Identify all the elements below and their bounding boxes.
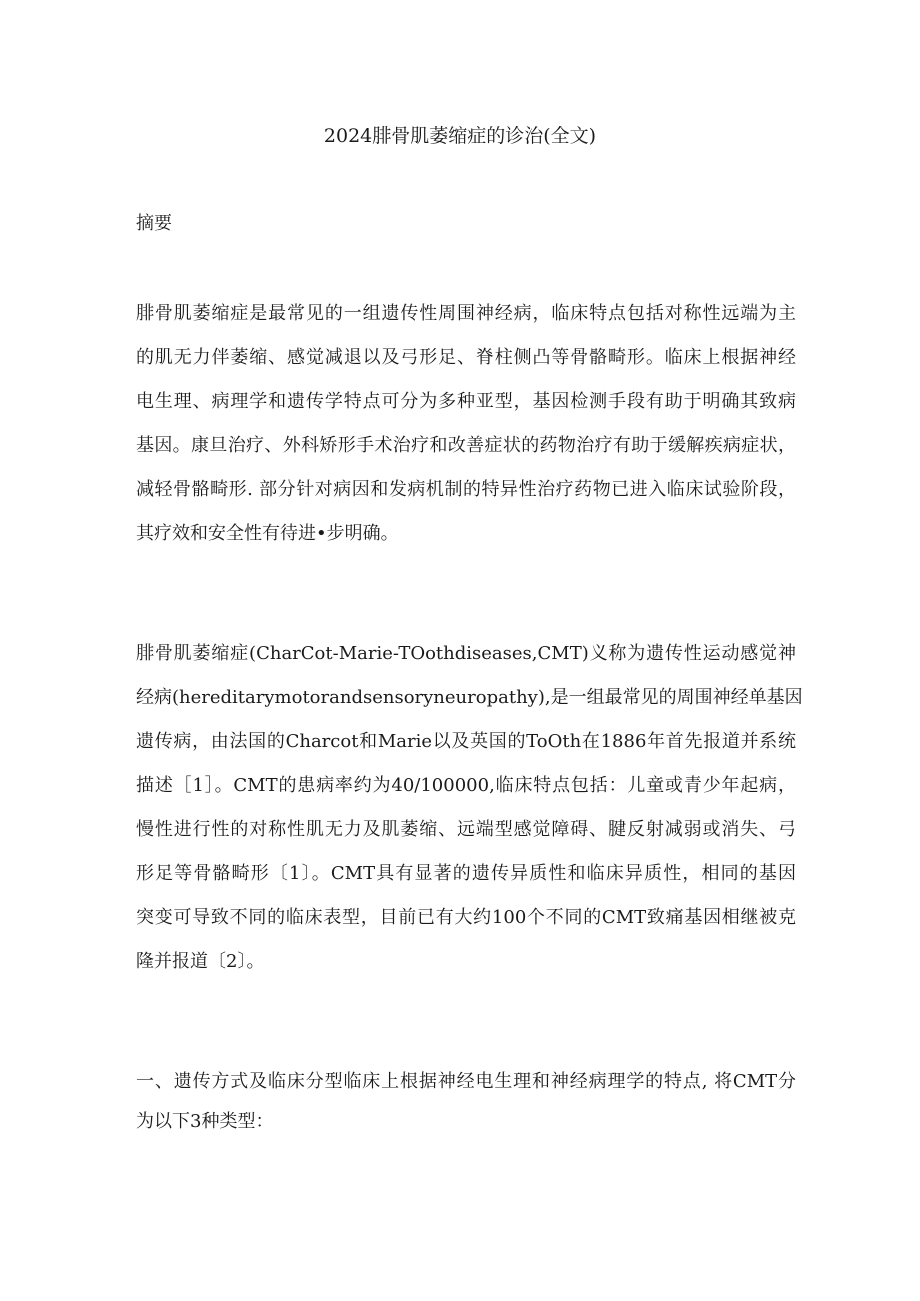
paragraph-line: 形足等骨骼畸形〔1〕。CMT具有显著的遗传异质性和临床异质性，相同的基因 [136, 863, 796, 884]
paragraph-line: 一、遗传方式及临床分型临床上根据神经电生理和神经病理学的特点, 将CMT分 [136, 1071, 796, 1092]
paragraph-line: 慢性进行性的对称性肌无力及肌萎缩、远端型感觉障碍、腱反射减弱或消失、弓 [136, 819, 796, 840]
paragraph-line: 隆并报道〔2〕。 [136, 951, 265, 972]
paragraph-line: 腓骨肌萎缩症是最常见的一组遗传性周围神经病，临床特点包括对称性远端为主 [136, 303, 796, 324]
paragraph-line: 遗传病，由法国的Charcot和Marie以及英国的ToOth在1886年首先报道并系统 [136, 731, 796, 752]
paragraph-line: 的肌无力伴萎缩、感觉减退以及弓形足、脊柱侧凸等骨骼畸形。临床上根据神经 [136, 347, 796, 368]
paragraph-line: 减轻骨骼畸形. 部分针对病因和发病机制的特异性治疗药物已进入临床试验阶段， [136, 479, 796, 500]
paragraph-line: 经病(hereditarymotorandsensoryneuropathy),是一组最常见的周围神经单基因 [136, 687, 803, 708]
document-title: 2024腓骨肌萎缩症的诊治(全文) [323, 125, 597, 147]
paragraph-line: 突变可导致不同的临床表型，目前已有大约100个不同的CMT致痛基因相继被克 [136, 907, 796, 928]
paragraph-line: 腓骨肌萎缩症(CharCot-Marie-TOothdiseases,CMT)义称为遗传性运动感觉神 [136, 643, 796, 664]
paragraph-line: 电生理、病理学和遗传学特点可分为多种亚型，基因检测手段有助于明确其致病 [136, 391, 796, 412]
section-one-paragraph [136, 1068, 796, 1152]
intro-paragraph [136, 640, 803, 992]
paragraph-line: 描述［1］。CMT的患病率约为40/100000,临床特点包括：儿童或青少年起病， [136, 775, 796, 796]
abstract-heading: 摘要 [136, 213, 172, 234]
abstract-paragraph [136, 300, 796, 564]
paragraph-line: 基因。康旦治疗、外科矫形手术治疗和改善症状的药物治疗有助于缓解疾病症状， [136, 435, 796, 456]
paragraph-line: 为以下3种类型： [136, 1111, 274, 1132]
paragraph-line: 其疗效和安全性有待进•步明确。 [136, 523, 399, 544]
